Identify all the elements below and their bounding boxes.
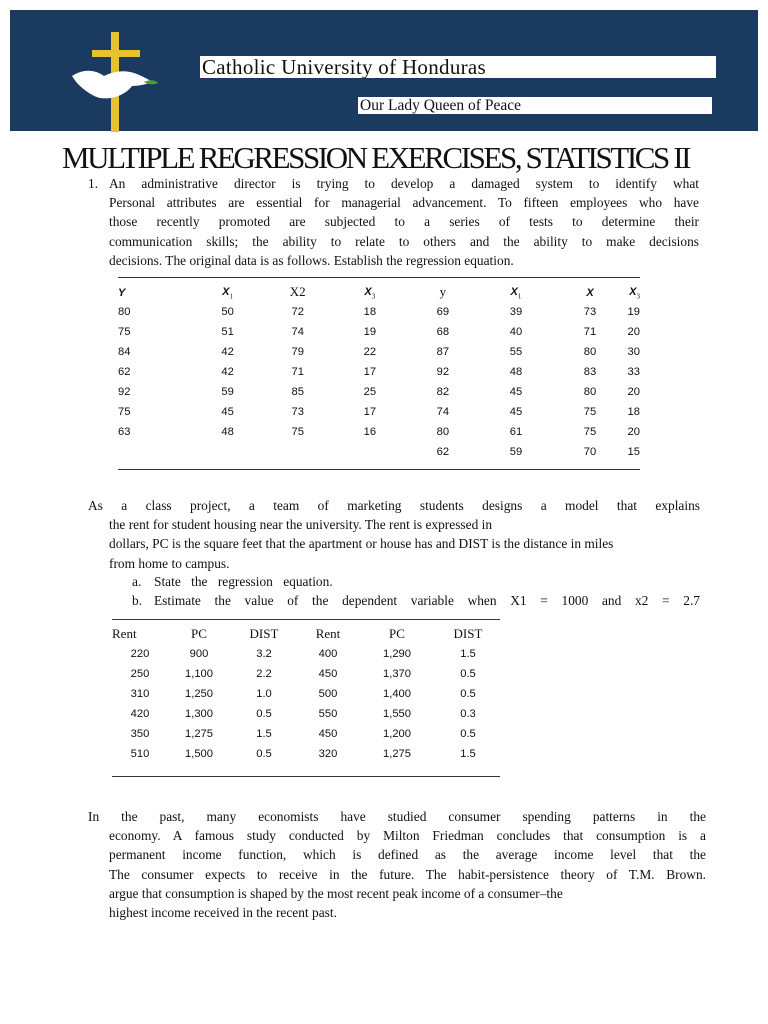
table-cell: 45: [509, 386, 523, 398]
table-cell: 45: [509, 406, 523, 418]
table-cell: 40: [509, 326, 523, 338]
table-cell: 42: [221, 366, 234, 378]
table-cell: [262, 442, 333, 462]
text-line: decisions. The original data is as follows. Establish the regression equation.: [109, 252, 514, 268]
table-2-header: Rent: [112, 626, 137, 641]
table-row: [118, 322, 640, 342]
table-cell: 1,200: [383, 728, 411, 740]
table-cell: 400: [318, 648, 338, 660]
table-cell: 82: [436, 386, 450, 398]
table-cell: 310: [130, 688, 150, 700]
table-cell: 85: [291, 386, 304, 398]
table-row: [118, 442, 640, 462]
table-cell: 25: [363, 386, 377, 398]
list-item-text: State the regression equation.: [154, 574, 333, 589]
list-item-text: Estimate the value of the dependent variable when X1 = 1000 and x2 = 2.7: [154, 593, 700, 609]
table-cell: 59: [221, 386, 234, 398]
cross-dove-logo: [70, 32, 160, 132]
table-cell: 500: [318, 688, 338, 700]
table-cell: 70: [583, 446, 597, 458]
table-cell: 75: [291, 426, 304, 438]
text-line: communication skills; the ability to relate to others and the ability to make decisions: [109, 233, 699, 249]
table-cell: 48: [509, 366, 523, 378]
exercise-3-text: [88, 807, 706, 922]
table-1-header: $X_3$: [629, 286, 640, 301]
table-cell: 1,275: [383, 748, 411, 760]
table-cell: 250: [130, 668, 150, 680]
table-row: [118, 422, 640, 442]
table-row: [112, 644, 500, 664]
table-cell: 61: [509, 426, 523, 438]
table-row: [112, 684, 500, 704]
table-cell: 30: [627, 346, 640, 358]
table-cell: 73: [583, 306, 597, 318]
table-cell: 69: [436, 306, 450, 318]
table-cell: 1,250: [185, 688, 213, 700]
table-cell: 1.5: [460, 748, 476, 760]
table-2-header: PC: [389, 626, 405, 641]
table-cell: 20: [627, 326, 640, 338]
table-cell: 3.2: [256, 648, 272, 660]
text-line: highest income received in the recent past.: [109, 905, 337, 921]
table-row: [118, 362, 640, 382]
text-line: those recently promoted are subjected to a series of tests to determine their: [109, 214, 699, 230]
table-1-bottom-rule: [118, 469, 640, 470]
table-row: [112, 724, 500, 744]
table-row: [112, 744, 500, 764]
table-cell: 0.3: [460, 708, 476, 720]
exercise-2-items: [132, 572, 700, 610]
table-2-bottom-rule: [112, 776, 500, 777]
table-cell: 1,550: [383, 708, 411, 720]
table-1-header: X2: [289, 284, 306, 299]
table-1-header: y: [439, 284, 447, 299]
table-cell: 39: [509, 306, 523, 318]
university-name: Catholic University of Honduras: [200, 56, 716, 78]
table-1-header: $X_1$: [222, 286, 234, 301]
table-cell: 19: [627, 306, 640, 318]
table-cell: 16: [363, 426, 377, 438]
table-cell: 550: [318, 708, 338, 720]
table-cell: 0.5: [460, 688, 476, 700]
table-1-top-rule: [118, 277, 640, 278]
table-cell: 75: [118, 326, 131, 338]
table-2: [112, 624, 500, 764]
table-cell: 74: [436, 406, 450, 418]
table-cell: 320: [318, 748, 338, 760]
table-cell: 79: [291, 346, 304, 358]
table-cell: 1.5: [460, 648, 476, 660]
table-cell: 18: [627, 406, 640, 418]
exercise-2-text: [88, 496, 700, 573]
table-cell: 1,500: [185, 748, 213, 760]
table-1-header: X: [586, 287, 594, 299]
exercise-1-text: [109, 174, 699, 270]
table-cell: 1,400: [383, 688, 411, 700]
table-cell: [118, 442, 193, 462]
table-cell: 80: [436, 426, 450, 438]
table-cell: 42: [221, 346, 234, 358]
table-cell: 55: [509, 346, 523, 358]
cross-horizontal: [92, 50, 140, 57]
table-cell: 15: [627, 446, 640, 458]
table-row: [118, 382, 640, 402]
table-cell: 62: [436, 446, 450, 458]
table-cell: 1,370: [383, 668, 411, 680]
table-2-header: DIST: [249, 626, 279, 641]
table-cell: 80: [118, 306, 131, 318]
table-cell: 33: [627, 366, 640, 378]
table-cell: 19: [363, 326, 377, 338]
university-motto: Our Lady Queen of Peace: [358, 97, 712, 114]
table-cell: 1,100: [185, 668, 213, 680]
table-cell: 74: [291, 326, 304, 338]
table-2-header: PC: [191, 626, 207, 641]
dove-shape: [72, 71, 154, 99]
text-line: In the past, many economists have studied consumer spending patterns in the: [88, 809, 706, 824]
table-cell: 84: [118, 346, 131, 358]
table-cell: 17: [363, 366, 377, 378]
list-item-label: a.: [132, 574, 142, 589]
table-cell: 1,290: [383, 648, 411, 660]
table-cell: 72: [291, 306, 304, 318]
table-cell: [333, 442, 406, 462]
table-cell: 420: [130, 708, 150, 720]
table-cell: 0.5: [460, 668, 476, 680]
table-1: [118, 282, 640, 462]
table-cell: 80: [583, 386, 597, 398]
table-cell: 71: [583, 326, 597, 338]
exercise-1-number: 1.: [88, 176, 99, 191]
text-line: argue that consumption is shaped by the most recent peak income of a consumer–the: [109, 885, 563, 901]
table-cell: 59: [509, 446, 523, 458]
text-line: the rent for student housing near the university. The rent is expressed in: [109, 517, 493, 533]
table-1-header: $X_3$: [364, 286, 376, 301]
table-cell: [193, 442, 262, 462]
text-line: from home to campus.: [109, 555, 230, 571]
header-banner: [10, 10, 758, 131]
table-row: [118, 402, 640, 422]
text-line: As a class project, a team of marketing students designs a model that explains: [88, 498, 700, 513]
table-cell: 73: [291, 406, 304, 418]
table-cell: 20: [627, 426, 640, 438]
table-cell: 75: [583, 406, 597, 418]
text-line: permanent income function, which is defined as the average income level that the: [109, 847, 706, 863]
table-cell: 1,275: [185, 728, 213, 740]
table-cell: 450: [318, 728, 338, 740]
table-1-header: Y: [118, 287, 126, 299]
table-cell: 450: [318, 668, 338, 680]
table-cell: 75: [118, 406, 131, 418]
table-cell: 0.5: [460, 728, 476, 740]
text-line: An administrative director is trying to develop a damaged system to identify what: [109, 176, 699, 191]
table-cell: 1.0: [256, 688, 272, 700]
table-cell: 20: [627, 386, 640, 398]
page-title: MULTIPLE REGRESSION EXERCISES, STATISTICS II: [62, 140, 690, 175]
table-cell: 51: [221, 326, 234, 338]
text-line: dollars, PC is the square feet that the apartment or house has and DIST is the distance in miles: [109, 536, 614, 552]
table-2-header: Rent: [315, 626, 341, 641]
text-line: Personal attributes are essential for managerial advancement. To fifteen employees who have: [109, 195, 699, 211]
table-cell: 900: [189, 648, 209, 660]
table-cell: 50: [221, 306, 234, 318]
table-2-header: DIST: [453, 626, 483, 641]
table-cell: 350: [130, 728, 150, 740]
table-cell: 2.2: [256, 668, 272, 680]
table-row: [112, 664, 500, 684]
table-row: [112, 704, 500, 724]
table-2-top-rule: [112, 619, 500, 620]
table-cell: 92: [436, 366, 450, 378]
list-item: [132, 591, 700, 610]
table-cell: 18: [363, 306, 377, 318]
table-cell: 220: [130, 648, 150, 660]
table-cell: 22: [363, 346, 377, 358]
table-cell: 87: [436, 346, 450, 358]
table-cell: 17: [363, 406, 377, 418]
table-cell: 1.5: [256, 728, 272, 740]
table-cell: 80: [583, 346, 597, 358]
table-cell: 75: [583, 426, 597, 438]
table-cell: 62: [118, 366, 131, 378]
table-cell: 63: [118, 426, 131, 438]
text-line: economy. A famous study conducted by Milton Friedman concludes that consumption is a: [109, 828, 706, 844]
table-row: [118, 342, 640, 362]
table-cell: 92: [118, 386, 131, 398]
table-1-header: $X_1$: [510, 286, 522, 301]
table-cell: 71: [291, 366, 304, 378]
table-cell: 48: [221, 426, 234, 438]
list-item: [132, 572, 700, 591]
table-cell: 68: [436, 326, 450, 338]
table-cell: 0.5: [256, 748, 272, 760]
table-cell: 1,300: [185, 708, 213, 720]
table-cell: 45: [221, 406, 234, 418]
table-cell: 0.5: [256, 708, 272, 720]
table-cell: 510: [130, 748, 150, 760]
list-item-label: b.: [132, 593, 143, 609]
table-row: [118, 302, 640, 322]
table-cell: 83: [583, 366, 597, 378]
text-line: The consumer expects to receive in the future. The habit-persistence theory of T.M. Brown.: [109, 866, 706, 882]
